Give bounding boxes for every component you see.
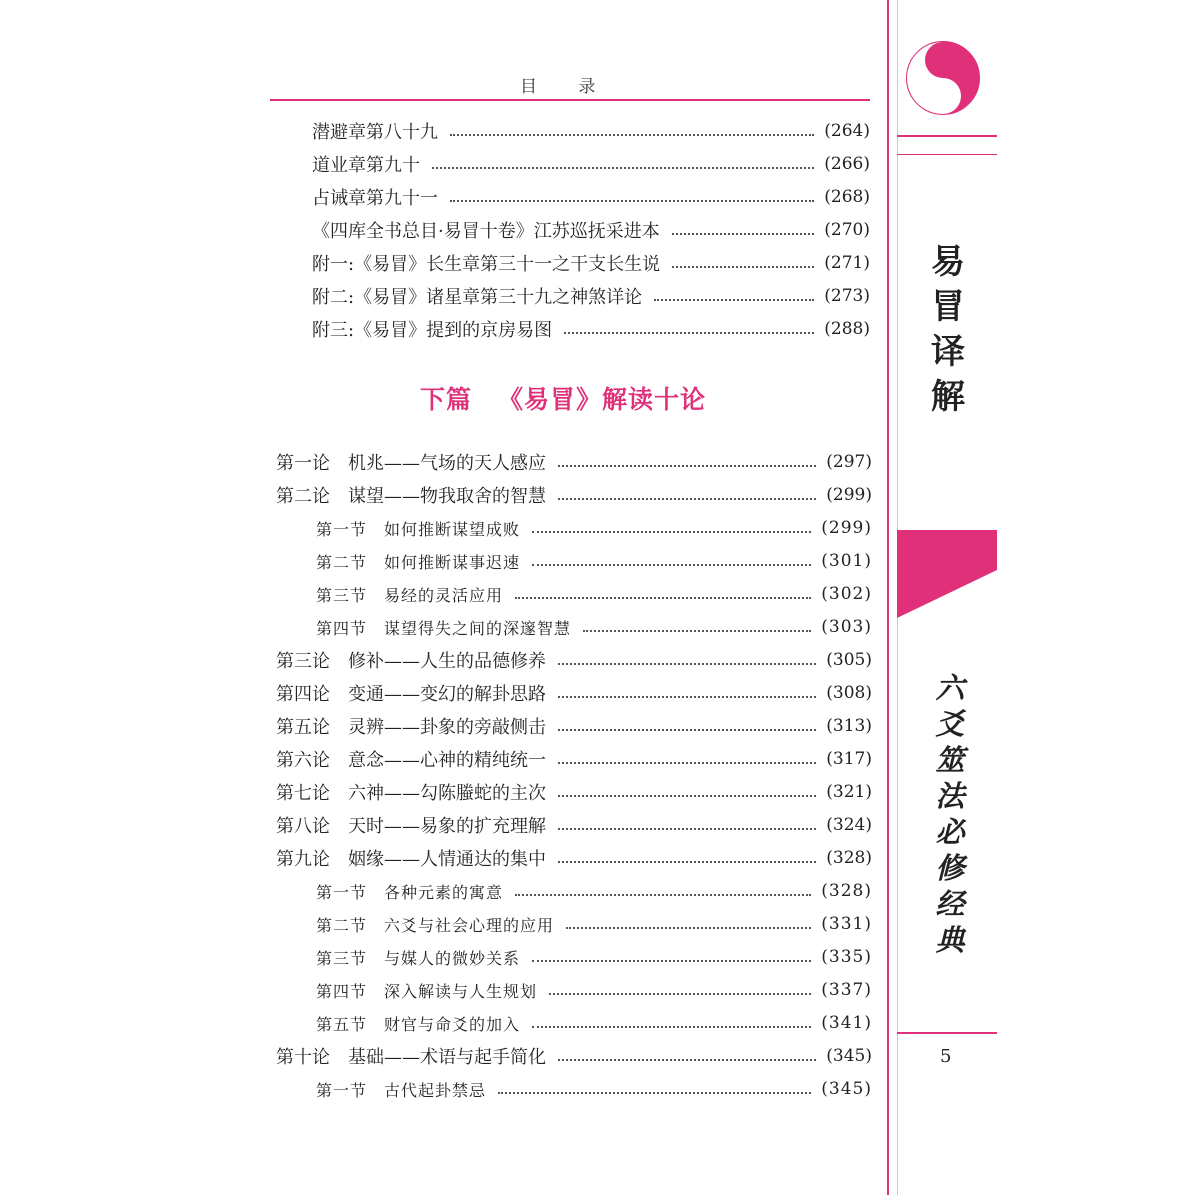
- toc-entry-label: 第二节 六爻与社会心理的应用: [316, 915, 555, 935]
- toc-entry-label: 第一论 机兆——气场的天人感应: [276, 453, 546, 474]
- toc-entry-label: 第二论 谋望——物我取舍的智慧: [276, 486, 546, 507]
- leader-dots: [566, 927, 811, 929]
- leader-dots: [549, 993, 811, 995]
- toc-entry-label: 潜避章第八十九: [312, 122, 438, 143]
- toc-entry-label: 《四库全书总目·易冒十卷》江苏巡抚采进本: [312, 221, 660, 242]
- toc-entry[interactable]: [312, 149, 870, 179]
- sidebar-rule-top-thin: [897, 154, 997, 155]
- toc-entry-page: (266): [824, 154, 870, 174]
- toc-entry-label: 第七论 六神——勾陈螣蛇的主次: [276, 783, 546, 804]
- toc-entry-page: (301): [821, 551, 872, 571]
- toc-entry-label: 第一节 古代起卦禁忌: [316, 1080, 487, 1100]
- toc-subentry[interactable]: [316, 579, 872, 609]
- toc-entry-label: 附二:《易冒》诸星章第三十九之神煞详论: [312, 287, 643, 308]
- toc-entry[interactable]: [312, 248, 870, 278]
- toc-subentry[interactable]: [316, 1074, 872, 1104]
- toc-entry-page: (317): [826, 749, 872, 769]
- leader-dots: [558, 729, 816, 731]
- leader-dots: [558, 762, 816, 764]
- toc-entry-page: (299): [821, 518, 872, 538]
- section-part: 下篇: [420, 385, 473, 414]
- toc-entry[interactable]: [276, 447, 872, 477]
- toc-entry-label: 道业章第九十: [312, 155, 420, 176]
- leader-dots: [654, 299, 814, 301]
- toc-entry-label: 第一节 各种元素的寓意: [316, 882, 504, 902]
- page-number: 5: [940, 1046, 952, 1067]
- toc-subentry[interactable]: [316, 975, 872, 1005]
- toc-entry-label: 附三:《易冒》提到的京房易图: [312, 320, 553, 341]
- toc-entry-page: (335): [821, 947, 872, 967]
- toc-entry-page: (337): [821, 980, 872, 1000]
- toc-entry-page: (328): [821, 881, 872, 901]
- toc-entry-label: 第一节 如何推断谋望成败: [316, 519, 521, 539]
- toc-subentry[interactable]: [316, 876, 872, 906]
- toc-entry[interactable]: [312, 215, 870, 245]
- toc-entry-page: (341): [821, 1013, 872, 1033]
- margin-rule: [887, 0, 889, 1195]
- toc-entry[interactable]: [276, 1041, 872, 1071]
- sidebar-rule-top: [897, 135, 997, 137]
- leader-dots: [564, 332, 814, 334]
- toc-subentry[interactable]: [316, 1008, 872, 1038]
- toc-entry-label: 第四节 深入解读与人生规划: [316, 981, 538, 1001]
- leader-dots: [532, 531, 811, 533]
- toc-entry-label: 第四论 变通——变幻的解卦思路: [276, 684, 546, 705]
- toc-entry-page: (313): [826, 716, 872, 736]
- toc-entry-label: 第三节 与媒人的微妙关系: [316, 948, 521, 968]
- toc-entry[interactable]: [312, 116, 870, 146]
- toc-entry-page: (302): [821, 584, 872, 604]
- leader-dots: [532, 564, 811, 566]
- toc-entry-page: (305): [826, 650, 872, 670]
- toc-subentry[interactable]: [316, 513, 872, 543]
- leader-dots: [672, 266, 814, 268]
- leader-dots: [558, 795, 816, 797]
- page-margin: [0, 0, 197, 1195]
- toc-entry-label: 第二节 如何推断谋事迟速: [316, 552, 521, 572]
- toc-entry-page: (271): [824, 253, 870, 273]
- leader-dots: [558, 498, 816, 500]
- toc-entry[interactable]: [276, 678, 872, 708]
- taiji-icon: [905, 40, 981, 116]
- decorative-wedge: [897, 530, 997, 618]
- toc-entry[interactable]: [276, 480, 872, 510]
- leader-dots: [558, 696, 816, 698]
- toc-entry[interactable]: [276, 777, 872, 807]
- leader-dots: [515, 597, 811, 599]
- toc-entry-page: (299): [826, 485, 872, 505]
- toc-subentry[interactable]: [316, 909, 872, 939]
- toc-subentry[interactable]: [316, 942, 872, 972]
- toc-entry[interactable]: [312, 281, 870, 311]
- toc-entry-label: 占诫章第九十一: [312, 188, 438, 209]
- leader-dots: [532, 1026, 811, 1028]
- toc-entry[interactable]: [276, 810, 872, 840]
- leader-dots: [672, 233, 815, 235]
- leader-dots: [532, 960, 811, 962]
- leader-dots: [558, 828, 816, 830]
- toc-entry-label: 第八论 天时——易象的扩充理解: [276, 816, 546, 837]
- toc-entry-page: (268): [824, 187, 870, 207]
- toc-entry-page: (331): [821, 914, 872, 934]
- toc-entry-page: (324): [826, 815, 872, 835]
- toc-entry-label: 附一:《易冒》长生章第三十一之干支长生说: [312, 254, 661, 275]
- section-heading: [420, 380, 706, 416]
- toc-entry-page: (328): [826, 848, 872, 868]
- toc-entry-page: (270): [824, 220, 870, 240]
- toc-entry-page: (297): [826, 452, 872, 472]
- toc-entry-label: 第九论 姻缘——人情通达的集中: [276, 849, 546, 870]
- toc-entry-label: 第十论 基础——术语与起手简化: [276, 1047, 546, 1068]
- sidebar-rule-bottom: [897, 1032, 997, 1034]
- book-title: 易冒译解: [931, 242, 965, 417]
- page-header-title: 目 录: [520, 77, 614, 97]
- toc-entry-label: 第五论 灵辨——卦象的旁敲侧击: [276, 717, 546, 738]
- toc-entry-page: (303): [821, 617, 872, 637]
- leader-dots: [515, 894, 811, 896]
- toc-entry[interactable]: [276, 711, 872, 741]
- toc-entry[interactable]: [276, 843, 872, 873]
- section-title: 《易冒》解读十论: [498, 385, 707, 414]
- leader-dots: [450, 134, 814, 136]
- toc-entry-page: (288): [824, 319, 870, 339]
- leader-dots: [558, 663, 816, 665]
- leader-dots: [498, 1092, 811, 1094]
- header-rule: [270, 99, 870, 101]
- toc-entry-label: 第四节 谋望得失之间的深邃智慧: [316, 618, 572, 638]
- toc-entry-label: 第六论 意念——心神的精纯统一: [276, 750, 546, 771]
- toc-entry-page: (345): [821, 1079, 872, 1099]
- leader-dots: [558, 465, 816, 467]
- book-subtitle: 六爻筮法必修经典: [935, 671, 965, 957]
- toc-entry-label: 第五节 财官与命爻的加入: [316, 1014, 521, 1034]
- toc-entry-page: (308): [826, 683, 872, 703]
- toc-entry[interactable]: [276, 744, 872, 774]
- leader-dots: [558, 861, 816, 863]
- toc-subentry[interactable]: [316, 612, 872, 642]
- toc-entry-page: (264): [824, 121, 870, 141]
- leader-dots: [450, 200, 814, 202]
- toc-entry[interactable]: [276, 645, 872, 675]
- toc-entry[interactable]: [312, 314, 870, 344]
- leader-dots: [432, 167, 814, 169]
- toc-subentry[interactable]: [316, 546, 872, 576]
- toc-entry-page: (321): [826, 782, 872, 802]
- toc-entry-label: 第三节 易经的灵活应用: [316, 585, 504, 605]
- toc-entry-page: (345): [826, 1046, 872, 1066]
- leader-dots: [558, 1059, 816, 1061]
- toc-entry-label: 第三论 修补——人生的品德修养: [276, 651, 546, 672]
- toc-entry[interactable]: [312, 182, 870, 212]
- leader-dots: [583, 630, 811, 632]
- toc-entry-page: (273): [824, 286, 870, 306]
